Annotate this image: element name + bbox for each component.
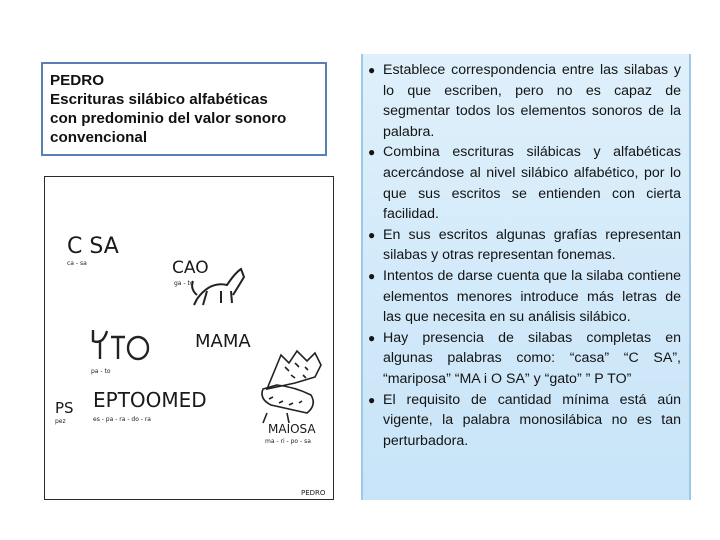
gloss-esperadora: es - pa - ra - do - ra <box>93 416 151 423</box>
observation-text: Intentos de darse cuenta que la silaba contiene elementos menores introduce más letras de las que necesita en su análisis silábico. <box>383 267 681 326</box>
student-name: PEDRO <box>50 72 105 89</box>
bullet-icon: ● <box>368 268 376 283</box>
title-box <box>41 62 327 156</box>
word-casa: C SA <box>67 234 119 259</box>
gloss-pez: pez <box>55 418 66 425</box>
observations-box <box>361 54 691 500</box>
observation-item <box>367 225 681 266</box>
title-line-4: convencional <box>50 129 148 146</box>
butterfly-illustration <box>262 351 321 423</box>
word-mariposa: MAIOSA <box>268 422 316 436</box>
signature-pedro: PEDRO <box>301 489 326 497</box>
bullet-icon: ● <box>368 63 376 77</box>
gloss-mariposa: ma - ri - po - sa <box>265 438 311 445</box>
observation-text: Hay presencia de silabas completas en algunas palabras como: “casa” “C SA”, “mariposa” “MA i O SA” y “gato” ” P TO” <box>383 329 681 387</box>
observation-item <box>367 142 681 224</box>
observation-text: En sus escritos algunas grafías representan silabas y otras representan fonemas. <box>383 226 681 264</box>
observation-text: Establece correspondencia entre las silabas y lo que escriben, pero no es capaz de segmentar todos los elementos sonoros de la palabra. <box>383 62 681 140</box>
bullet-icon: ● <box>368 227 376 242</box>
observation-item <box>367 390 681 452</box>
word-esperadora: EPTOOMED <box>93 388 207 412</box>
bullet-icon: ● <box>368 392 376 407</box>
observation-item <box>367 60 681 142</box>
gloss-casa: ca - sa <box>67 260 87 267</box>
bullet-icon: ● <box>368 330 376 345</box>
bullet-icon: ● <box>368 145 376 160</box>
observations-list <box>367 60 681 451</box>
gloss-gato: ga - to <box>174 280 194 287</box>
gloss-pato: pa - to <box>91 368 111 375</box>
observation-item <box>367 266 681 328</box>
observation-text: Combina escrituras silábicas y alfabéticas acercándose al nivel silábico alfabético, por lo que sus escritos se entienden con cierta facilidad. <box>383 144 681 223</box>
word-mama: MAMA <box>195 331 251 352</box>
word-gato: CAO <box>172 258 209 278</box>
child-drawing <box>44 176 334 500</box>
title-line-2: Escrituras silábico alfabéticas <box>50 91 268 108</box>
word-pez: PS <box>55 399 74 417</box>
observation-item <box>367 328 681 390</box>
title-line-3: con predominio del valor sonoro <box>50 110 287 127</box>
observation-text: El requisito de cantidad mínima está aún vigente, la palabra monosilábica no es tan perturbadora. <box>383 391 681 449</box>
drawing-canvas <box>45 177 334 500</box>
word-pato-strokes <box>93 330 148 359</box>
